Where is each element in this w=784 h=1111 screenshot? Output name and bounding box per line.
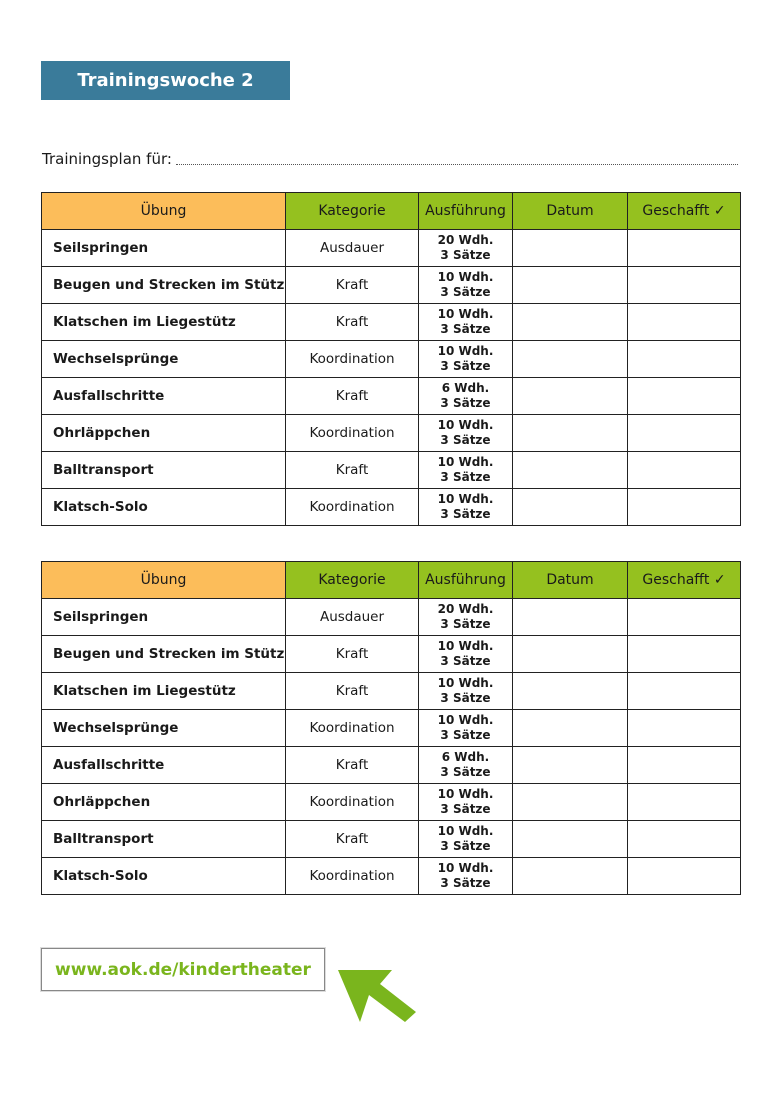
execution-cell — [419, 673, 513, 710]
reps-text: 20 Wdh. — [437, 233, 494, 247]
done-cell[interactable] — [628, 858, 741, 895]
exercise-cell: Beugen und Strecken im Stütz — [42, 267, 286, 304]
category-cell: Kraft — [286, 747, 419, 784]
exercise-cell: Beugen und Strecken im Stütz — [42, 636, 286, 673]
execution-cell — [419, 341, 513, 378]
exercise-cell: Klatsch-Solo — [42, 858, 286, 895]
header-datum: Datum — [513, 562, 628, 599]
sets-text: 3 Sätze — [440, 802, 491, 816]
training-table-2 — [41, 561, 741, 895]
date-cell[interactable] — [513, 415, 628, 452]
sets-text: 3 Sätze — [440, 396, 491, 410]
arrow-up-left-icon — [336, 964, 418, 1026]
date-cell[interactable] — [513, 230, 628, 267]
header-ausfuehrung: Ausführung — [419, 193, 513, 230]
category-cell: Kraft — [286, 378, 419, 415]
exercise-cell: Klatschen im Liegestütz — [42, 673, 286, 710]
done-cell[interactable] — [628, 673, 741, 710]
reps-text: 6 Wdh. — [441, 381, 490, 395]
exercise-cell: Ohrläppchen — [42, 415, 286, 452]
date-cell[interactable] — [513, 673, 628, 710]
sets-text: 3 Sätze — [440, 691, 491, 705]
header-geschafft: Geschafft ✓ — [628, 193, 741, 230]
done-cell[interactable] — [628, 304, 741, 341]
category-cell: Koordination — [286, 784, 419, 821]
category-cell: Kraft — [286, 452, 419, 489]
table-row — [42, 452, 741, 489]
execution-cell — [419, 378, 513, 415]
exercise-cell: Seilspringen — [42, 599, 286, 636]
execution-cell — [419, 710, 513, 747]
execution-cell — [419, 636, 513, 673]
date-cell[interactable] — [513, 267, 628, 304]
reps-text: 10 Wdh. — [437, 824, 494, 838]
date-cell[interactable] — [513, 710, 628, 747]
date-cell[interactable] — [513, 452, 628, 489]
done-cell[interactable] — [628, 710, 741, 747]
execution-cell — [419, 489, 513, 526]
date-cell[interactable] — [513, 858, 628, 895]
date-cell[interactable] — [513, 784, 628, 821]
done-cell[interactable] — [628, 784, 741, 821]
category-cell: Koordination — [286, 710, 419, 747]
reps-text: 20 Wdh. — [437, 602, 494, 616]
sets-text: 3 Sätze — [440, 617, 491, 631]
table-row — [42, 304, 741, 341]
sets-text: 3 Sätze — [440, 433, 491, 447]
reps-text: 10 Wdh. — [437, 676, 494, 690]
execution-cell — [419, 452, 513, 489]
done-cell[interactable] — [628, 341, 741, 378]
sets-text: 3 Sätze — [440, 359, 491, 373]
date-cell[interactable] — [513, 304, 628, 341]
reps-text: 10 Wdh. — [437, 307, 494, 321]
training-table-1 — [41, 192, 741, 526]
sets-text: 3 Sätze — [440, 322, 491, 336]
table-row — [42, 378, 741, 415]
sets-text: 3 Sätze — [440, 765, 491, 779]
table-row — [42, 710, 741, 747]
reps-text: 10 Wdh. — [437, 492, 494, 506]
table-row — [42, 784, 741, 821]
table-row — [42, 267, 741, 304]
exercise-cell: Wechselsprünge — [42, 710, 286, 747]
reps-text: 10 Wdh. — [437, 270, 494, 284]
page-title: Trainingswoche 2 — [41, 61, 290, 100]
exercise-cell: Ausfallschritte — [42, 378, 286, 415]
table-row — [42, 415, 741, 452]
done-cell[interactable] — [628, 415, 741, 452]
date-cell[interactable] — [513, 599, 628, 636]
execution-cell — [419, 267, 513, 304]
reps-text: 10 Wdh. — [437, 418, 494, 432]
reps-text: 10 Wdh. — [437, 455, 494, 469]
category-cell: Koordination — [286, 415, 419, 452]
table-row — [42, 858, 741, 895]
website-link[interactable]: www.aok.de/kindertheater — [41, 948, 325, 991]
table-row — [42, 673, 741, 710]
plan-for-name-field[interactable] — [176, 163, 738, 165]
date-cell[interactable] — [513, 821, 628, 858]
table-header-row — [42, 562, 741, 599]
reps-text: 10 Wdh. — [437, 713, 494, 727]
execution-cell — [419, 747, 513, 784]
table-row — [42, 489, 741, 526]
reps-text: 10 Wdh. — [437, 344, 494, 358]
done-cell[interactable] — [628, 636, 741, 673]
date-cell[interactable] — [513, 378, 628, 415]
category-cell: Koordination — [286, 489, 419, 526]
sets-text: 3 Sätze — [440, 654, 491, 668]
done-cell[interactable] — [628, 267, 741, 304]
table-header-row — [42, 193, 741, 230]
reps-text: 6 Wdh. — [441, 750, 490, 764]
date-cell[interactable] — [513, 636, 628, 673]
exercise-cell: Balltransport — [42, 821, 286, 858]
exercise-cell: Klatschen im Liegestütz — [42, 304, 286, 341]
category-cell: Kraft — [286, 636, 419, 673]
reps-text: 10 Wdh. — [437, 639, 494, 653]
arrow-shape — [338, 970, 416, 1022]
reps-text: 10 Wdh. — [437, 861, 494, 875]
exercise-cell: Balltransport — [42, 452, 286, 489]
execution-cell — [419, 230, 513, 267]
table-row — [42, 636, 741, 673]
done-cell[interactable] — [628, 378, 741, 415]
done-cell[interactable] — [628, 747, 741, 784]
exercise-cell: Wechselsprünge — [42, 341, 286, 378]
done-cell[interactable] — [628, 489, 741, 526]
category-cell: Ausdauer — [286, 599, 419, 636]
header-ausfuehrung: Ausführung — [419, 562, 513, 599]
date-cell[interactable] — [513, 489, 628, 526]
date-cell[interactable] — [513, 747, 628, 784]
done-cell[interactable] — [628, 599, 741, 636]
sets-text: 3 Sätze — [440, 248, 491, 262]
sets-text: 3 Sätze — [440, 470, 491, 484]
header-geschafft: Geschafft ✓ — [628, 562, 741, 599]
reps-text: 10 Wdh. — [437, 787, 494, 801]
category-cell: Kraft — [286, 304, 419, 341]
execution-cell — [419, 599, 513, 636]
sets-text: 3 Sätze — [440, 285, 491, 299]
date-cell[interactable] — [513, 341, 628, 378]
table-row — [42, 230, 741, 267]
plan-for-line — [42, 150, 738, 168]
table-row — [42, 341, 741, 378]
category-cell: Koordination — [286, 341, 419, 378]
header-uebung: Übung — [42, 562, 286, 599]
exercise-cell: Klatsch-Solo — [42, 489, 286, 526]
category-cell: Ausdauer — [286, 230, 419, 267]
done-cell[interactable] — [628, 821, 741, 858]
done-cell[interactable] — [628, 230, 741, 267]
category-cell: Kraft — [286, 673, 419, 710]
plan-for-label: Trainingsplan für: — [42, 150, 172, 168]
execution-cell — [419, 784, 513, 821]
exercise-cell: Seilspringen — [42, 230, 286, 267]
category-cell: Kraft — [286, 267, 419, 304]
execution-cell — [419, 858, 513, 895]
category-cell: Koordination — [286, 858, 419, 895]
table-row — [42, 599, 741, 636]
done-cell[interactable] — [628, 452, 741, 489]
table-row — [42, 747, 741, 784]
execution-cell — [419, 304, 513, 341]
header-datum: Datum — [513, 193, 628, 230]
execution-cell — [419, 415, 513, 452]
exercise-cell: Ohrläppchen — [42, 784, 286, 821]
category-cell: Kraft — [286, 821, 419, 858]
header-uebung: Übung — [42, 193, 286, 230]
sets-text: 3 Sätze — [440, 876, 491, 890]
sets-text: 3 Sätze — [440, 839, 491, 853]
table-row — [42, 821, 741, 858]
sets-text: 3 Sätze — [440, 728, 491, 742]
execution-cell — [419, 821, 513, 858]
exercise-cell: Ausfallschritte — [42, 747, 286, 784]
header-kategorie: Kategorie — [286, 193, 419, 230]
header-kategorie: Kategorie — [286, 562, 419, 599]
sets-text: 3 Sätze — [440, 507, 491, 521]
